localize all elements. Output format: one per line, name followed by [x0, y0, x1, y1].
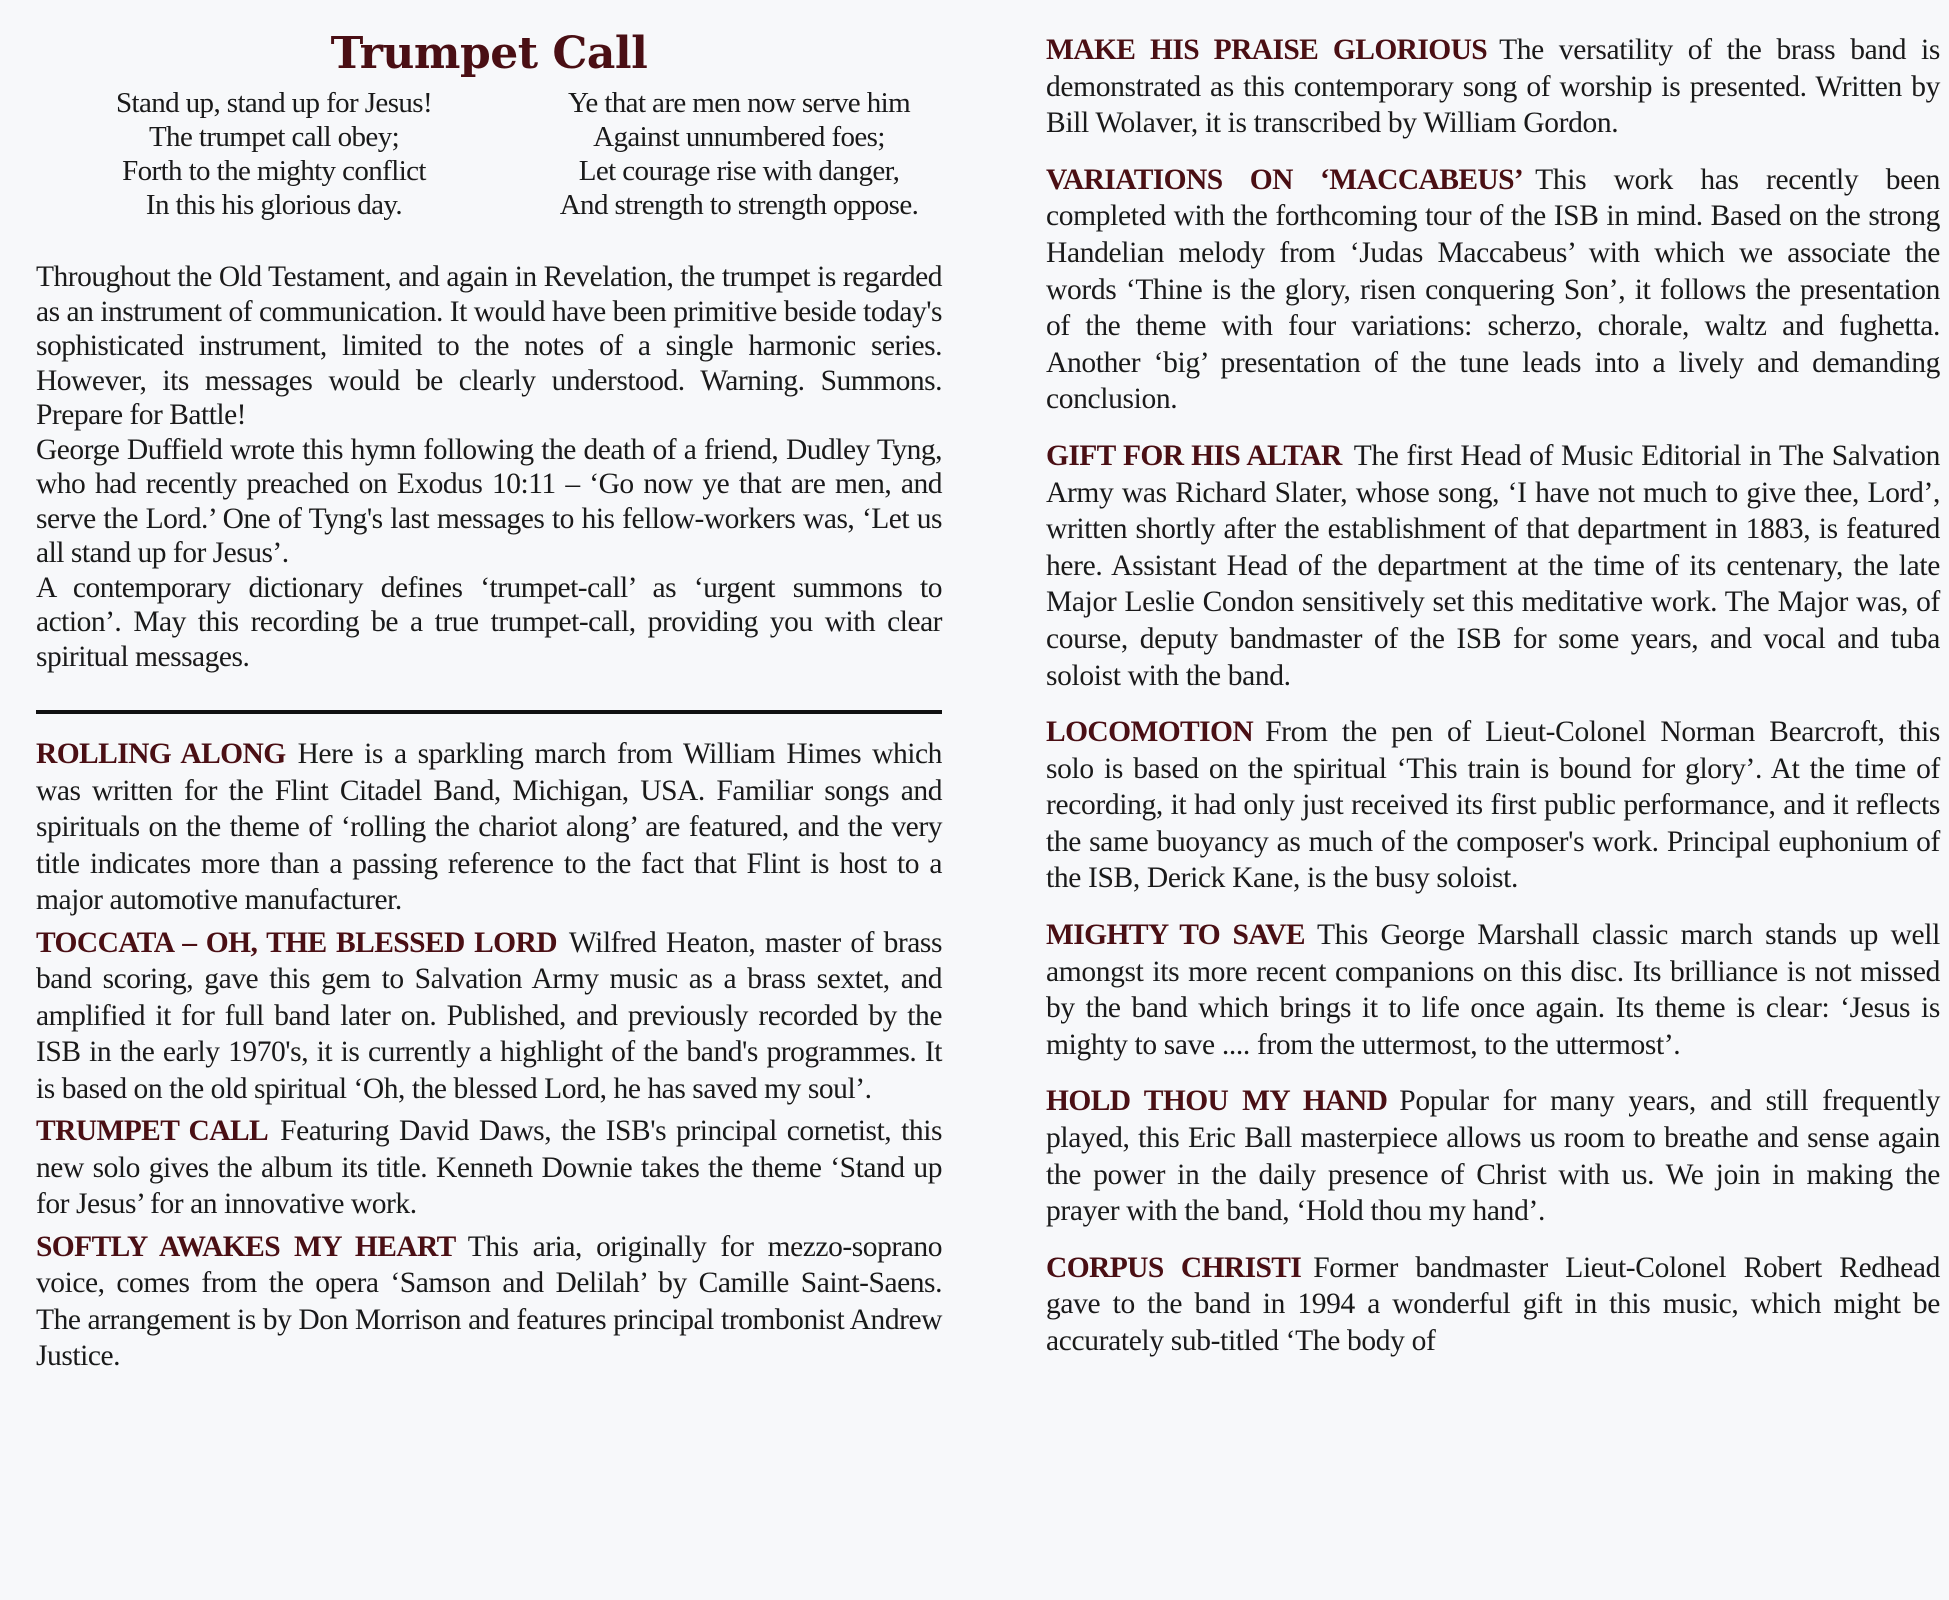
- track-description: Wilfred Heaton, master of brass band scoring, gave this gem to Salvation Army music as a brass sextet, and amplified it for full band later on. Published, and previously recorded by the ISB in the early 1970's, it is currently a highlight of the band's programmes. It is based on the old spiritual ‘Oh, the blessed Lord, he has saved my soul’.: [36, 926, 942, 1105]
- track-entry: [1046, 1250, 1940, 1360]
- intro-paragraph: George Duffield wrote this hymn following the death of a friend, Dudley Tyng, who had recently preached on Exodus 10:11 – ‘Go now ye that are men, and serve the Lord.’ One of Tyng's last messages to his fellow-workers was, ‘Let us all stand up for Jesus’.: [36, 433, 942, 569]
- hymn-verse-2: [509, 86, 969, 222]
- verse-line: Ye that are men now serve him: [567, 87, 911, 119]
- track-heading: CORPUS CHRISTI: [1046, 1251, 1302, 1284]
- verse-line: The trumpet call obey;: [148, 121, 400, 153]
- verse-line: Forth to the mighty conflict: [122, 155, 426, 187]
- track-description: This work has recently been completed with the forthcoming tour of the ISB in mind. Based on the strong Handelian melody from ‘Judas Maccabeus’ with which we associate the words ‘Thine is the glory, risen conquering Son’, it follows the presentation of the theme with four variations: scherzo, chorale, waltz and fughetta. Another ‘big’ presentation of the tune leads into a lively and demanding conclusion.: [1046, 163, 1940, 416]
- track-description: Here is a sparkling march from William Himes which was written for the Flint Citadel Band, Michigan, USA. Familiar songs and spirituals on the theme of ‘rolling the chariot along’ are featured, and the very title indicates more than a passing reference to the fact that Flint is host to a major automotive manufacturer.: [36, 738, 942, 916]
- track-description: Former bandmaster Lieut-Colonel Robert Redhead gave to the band in 1994 a wonderful gift in this music, which might be accurately sub-titled ‘The body of: [1046, 1251, 1940, 1357]
- track-entry: [1046, 917, 1940, 1063]
- track-entry: [1046, 1083, 1940, 1229]
- track-entry: [1046, 162, 1940, 418]
- track-entry: [36, 736, 942, 919]
- track-entry: [1046, 32, 1940, 142]
- track-entry: [1046, 438, 1940, 694]
- track-heading: ROLLING ALONG: [36, 738, 286, 770]
- verse-line: Against unnumbered foes;: [593, 121, 885, 153]
- track-notes-left: [36, 736, 942, 1375]
- track-description: Popular for many years, and still frequently played, this Eric Ball masterpiece allows us room to breathe and sense again the power in the daily presence of Christ with us. We join in making the prayer with the band, ‘Hold thou my hand’.: [1046, 1085, 1940, 1228]
- right-page: [1046, 0, 1940, 1600]
- track-description: Featuring David Daws, the ISB's principal cornetist, this new solo gives the album its title. Kenneth Downie takes the theme ‘Stand up for Jesus’ for an innovative work.: [36, 1115, 942, 1220]
- track-heading: LOCOMOTION: [1046, 716, 1254, 749]
- track-description: This aria, originally for mezzo-soprano voice, comes from the opera ‘Samson and Delilah’ by Camille Saint-Saens. The arrangement is by Don Morrison and features principal trombonist Andrew Justice.: [36, 1230, 942, 1372]
- track-entry: [36, 925, 942, 1108]
- track-notes-right: [1046, 32, 1940, 1360]
- verse-line: And strength to strength oppose.: [559, 189, 919, 221]
- intro-text: [36, 260, 942, 674]
- track-entry: [36, 1229, 942, 1375]
- verse-line: In this his glorious day.: [145, 189, 403, 221]
- track-heading: MIGHTY TO SAVE: [1046, 919, 1305, 952]
- track-heading: TOCCATA – OH, THE BLESSED LORD: [36, 926, 557, 959]
- track-description: The first Head of Music Editorial in The Salvation Army was Richard Slater, whose song, ‘I have not much to give thee, Lord’, written shortly after the establishment of that department in 1883, is featured here. Assistant Head of the department at the time of its centenary, the late Major Leslie Condon sensitively set this meditative work. The Major was, of course, deputy bandmaster of the ISB for some years, and vocal and tuba soloist with the band.: [1046, 439, 1940, 692]
- track-heading: SOFTLY AWAKES MY HEART: [36, 1230, 456, 1263]
- track-heading: VARIATIONS ON ‘MACCABEUS’: [1046, 163, 1524, 196]
- track-description: From the pen of Lieut-Colonel Norman Bearcroft, this solo is based on the spiritual ‘This train is bound for glory’. At the time of recording, it had only just received its first public performance, and it reflects the same buoyancy as much of the composer's work. Principal euphonium of the ISB, Derick Kane, is the busy soloist.: [1046, 716, 1940, 895]
- verse-line: Let courage rise with danger,: [578, 155, 900, 187]
- track-description: The versatility of the brass band is demonstrated as this contemporary song of worship is presented. Written by Bill Wolaver, it is transcribed by William Gordon.: [1046, 34, 1941, 140]
- track-heading: GIFT FOR HIS ALTAR: [1046, 439, 1342, 472]
- track-heading: MAKE HIS PRAISE GLORIOUS: [1046, 34, 1488, 66]
- left-page: [36, 0, 942, 1600]
- section-divider: [36, 710, 942, 714]
- intro-paragraph: A contemporary dictionary defines ‘trumpet-call’ as ‘urgent summons to action’. May this recording be a true trumpet-call, providing you with clear spiritual messages.: [36, 571, 942, 673]
- track-description: This George Marshall classic march stands up well amongst its more recent companions on this disc. Its brilliance is not missed by the band which brings it to life once again. Its theme is clear: ‘Jesus is mighty to save .... from the uttermost, to the uttermost’.: [1046, 919, 1940, 1061]
- verse-line: Stand up, stand up for Jesus!: [115, 87, 433, 119]
- intro-paragraph: Throughout the Old Testament, and again in Revelation, the trumpet is regarded as an instrument of communication. It would have been primitive beside today's sophisticated instrument, limited to the notes of a single harmonic series. However, its messages would be clearly understood. Warning. Summons. Prepare for Battle!: [36, 261, 942, 431]
- hymn-verses: [36, 86, 969, 222]
- track-heading: HOLD THOU MY HAND: [1046, 1085, 1388, 1118]
- hymn-verse-1: [64, 86, 484, 222]
- track-entry: [36, 1113, 942, 1223]
- track-heading: TRUMPET CALL: [36, 1115, 269, 1147]
- page-title: Trumpet Call: [330, 28, 648, 79]
- track-entry: [1046, 714, 1940, 897]
